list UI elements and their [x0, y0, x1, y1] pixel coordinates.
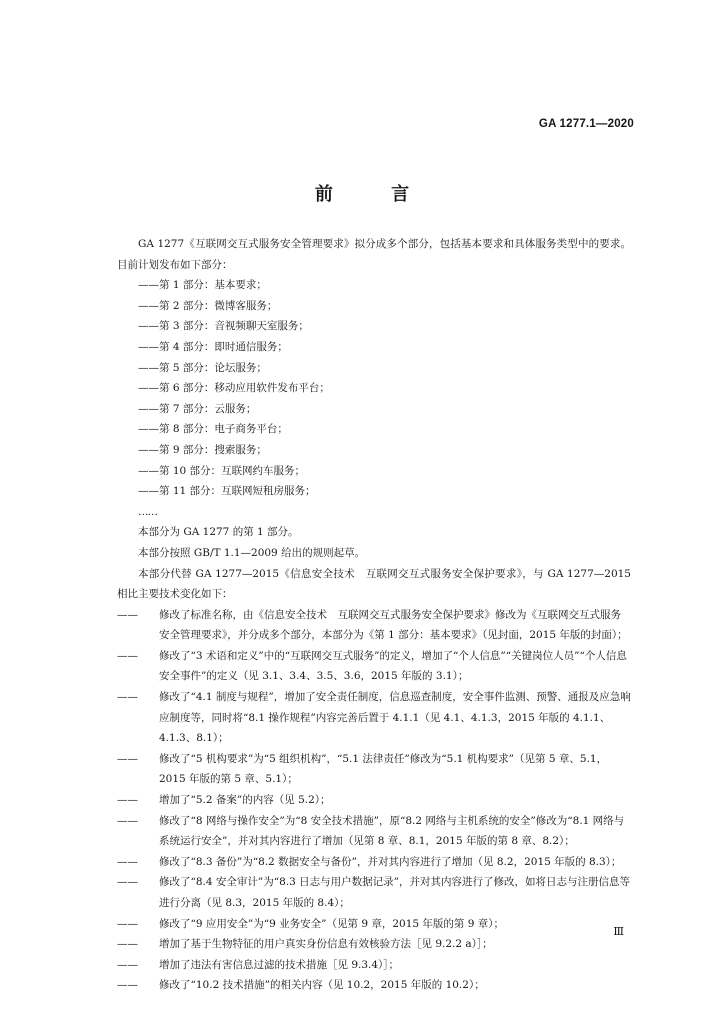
- list-item: ——第 6 部分：移动应用软件发布平台；: [138, 382, 330, 395]
- list-ellipsis: ……: [138, 505, 157, 518]
- list-item: ——第 3 部分：音视频聊天室服务；: [138, 320, 309, 333]
- change-item: —— 修改了“4.1 制度与规程”，增加了安全责任制度，信息巡查制度，安全事件监测、预警、通报及应急响应制度等，同时将“8.1 操作规程”内容完善后置于 4.1.1（见 4.1、4.1.3，2015 年版的 4.1.1、4.1.3、8.1）；: [117, 691, 631, 745]
- change-item: —— 增加了基于生物特征的用户真实身份信息有效核验方法［见 9.2.2 a）］；: [117, 938, 493, 951]
- change-item: —— 增加了违法有害信息过滤的技术措施［见 9.3.4）］；: [117, 958, 400, 971]
- change-item: —— 修改了标准名称，由《信息安全技术 互联网交互式服务安全保护要求》修改为《互联网交互式服务安全管理要求》，并分成多个部分，本部分为《第 1 部分：基本要求》（见封面，2015 年版的封面）；: [117, 608, 628, 642]
- parts-list: [117, 275, 631, 502]
- foreword-body: [117, 234, 631, 996]
- list-item: ——第 10 部分：互联网约车服务；: [138, 464, 306, 477]
- list-item: ——第 8 部分：电子商务平台；: [138, 423, 288, 436]
- statement-replaces: 本部分代替 GA 1277—2015《信息安全技术 互联网交互式服务安全保护要求》，与 GA 1277—2015 相比主要技术变化如下：: [117, 567, 631, 601]
- change-item: —— 修改了“9 应用安全”为“9 业务安全”（见第 9 章，2015 年版的第 9 章）；: [117, 917, 505, 930]
- changes-list: [117, 605, 631, 996]
- change-item: —— 修改了“8 网络与操作安全”为“8 安全技术措施”，原“8.2 网络与主机系统的安全”修改为“8.1 网络与系统运行安全”，并对其内容进行了增加（见第 8 章、8.1，2015 年版的第 8 章、8.2）；: [117, 814, 625, 848]
- list-item: ——第 9 部分：搜索服务；: [138, 443, 267, 456]
- list-item: ——第 11 部分：互联网短租房服务；: [138, 485, 316, 498]
- intro-paragraph: GA 1277《互联网交互式服务安全管理要求》拟分成多个部分，包括基本要求和具体服务类型中的要求。目前计划发布如下部分：: [117, 238, 631, 271]
- change-item: —— 修改了“3 术语和定义”中的“互联网交互式服务”的定义，增加了“个人信息”“关键岗位人员”“个人信息安全事件”的定义（见 3.1、3.4、3.5、3.6，2015 年版的 3.1）；: [117, 649, 627, 683]
- page-number: Ⅲ: [613, 925, 624, 938]
- change-item: —— 修改了“8.3 备份”为“8.2 数据安全与备份”，并对其内容进行了增加（见 8.2，2015 年版的 8.3）；: [117, 855, 622, 868]
- list-item: ——第 7 部分：云服务；: [138, 402, 257, 415]
- list-item: ——第 5 部分：论坛服务；: [138, 361, 267, 374]
- change-item: —— 修改了“8.4 安全审计”为“8.3 日志与用户数据记录”，并对其内容进行了修改，如将日志与注册信息等进行分离（见 8.3，2015 年版的 8.4）；: [117, 876, 631, 909]
- list-item: ——第 4 部分：即时通信服务；: [138, 340, 288, 353]
- change-item: —— 增加了“5.2 备案”的内容（见 5.2）；: [117, 794, 331, 807]
- standard-code: GA 1277.1—2020: [538, 118, 634, 130]
- statement-part-one: 本部分为 GA 1277 的第 1 部分。: [138, 526, 299, 539]
- change-item: —— 修改了“5 机构要求”为“5 组织机构”，“5.1 法律责任”修改为“5.1 机构要求”（见第 5 章、5.1，2015 年版的第 5 章、5.1）；: [117, 752, 608, 786]
- list-item: ——第 2 部分：微博客服务；: [138, 299, 278, 312]
- statement-drafting-rules: 本部分按照 GB/T 1.1—2009 给出的规则起草。: [138, 546, 366, 559]
- change-item: —— 修改了“10.2 技术措施”的相关内容（见 10.2，2015 年版的 10.2）；: [117, 979, 485, 992]
- page-title: 前 言: [314, 184, 436, 205]
- list-item: ——第 1 部分：基本要求；: [138, 279, 267, 292]
